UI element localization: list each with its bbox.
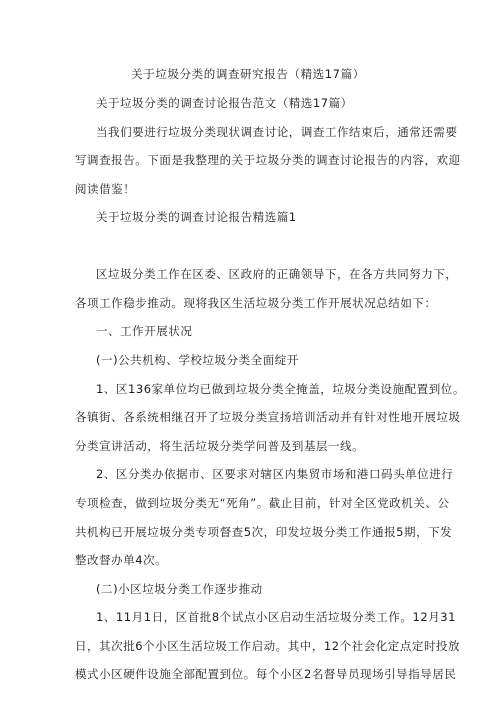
document-subtitle: 关于垃圾分类的调查讨论报告范文（精选17篇） — [96, 96, 353, 110]
item-two-line-4: 整改督办单4次。 — [75, 553, 168, 567]
section-heading: 关于垃圾分类的调查讨论报告精选篇1 — [96, 210, 297, 224]
item-two-line-2: 专项检查，做到垃圾分类无“死角”。截止目前，针对全区党政机关、公 — [75, 496, 450, 510]
item-three-line-3: 模式小区硬件设施全部配置到位。每个小区2名督导员现场引导指导居民 — [75, 667, 457, 681]
intro-line-3: 阅读借鉴！ — [75, 182, 136, 196]
item-one-line-1: 1、区136家单位均已做到垃圾分类全掩盖，垃圾分类设施配置到位。 — [96, 382, 465, 396]
item-three-line-1: 1、11月1日，区首批8个试点小区启动生活垃圾分类工作。12月31 — [96, 610, 456, 624]
intro-line-1: 当我们要进行垃圾分类现状调查讨论，调查工作结束后，通常还需要 — [96, 125, 458, 139]
subsection-one-heading: (一)公共机构、学校垃圾分类全面绽开 — [96, 353, 299, 367]
opening-line-2: 各项工作稳步推动。现将我区生活垃圾分类工作开展状况总结如下： — [75, 296, 437, 310]
opening-line-1: 区垃圾分类工作在区委、区政府的正确领导下，在各方共同努力下， — [96, 267, 458, 281]
intro-line-2: 写调查报告。下面是我整理的关于垃圾分类的调查讨论报告的内容，欢迎 — [75, 153, 461, 167]
item-one-line-3: 分类宣讲活动，将生活垃圾分类学问普及到基层一线。 — [75, 439, 365, 453]
part-one-heading: 一、工作开展状况 — [96, 324, 193, 338]
item-two-line-3: 共机构已开展垃圾分类专项督查5次，印发垃圾分类工作通报5期，下发 — [75, 525, 453, 539]
document-title: 关于垃圾分类的调查研究报告（精选17篇） — [131, 67, 365, 81]
item-two-line-1: 2、区分类办依据市、区要求对辖区内集贸市场和港口码头单位进行 — [96, 467, 454, 481]
item-three-line-2: 日，其次批6个小区生活垃圾工作启动。其中，12个社会化定点定时投放 — [75, 639, 461, 653]
item-one-line-2: 各镇街、各系统相继召开了垃圾分类宣扬培训活动并有针对性地开展垃圾 — [75, 410, 461, 424]
subsection-two-heading: (二)小区垃圾分类工作逐步推动 — [96, 582, 263, 596]
